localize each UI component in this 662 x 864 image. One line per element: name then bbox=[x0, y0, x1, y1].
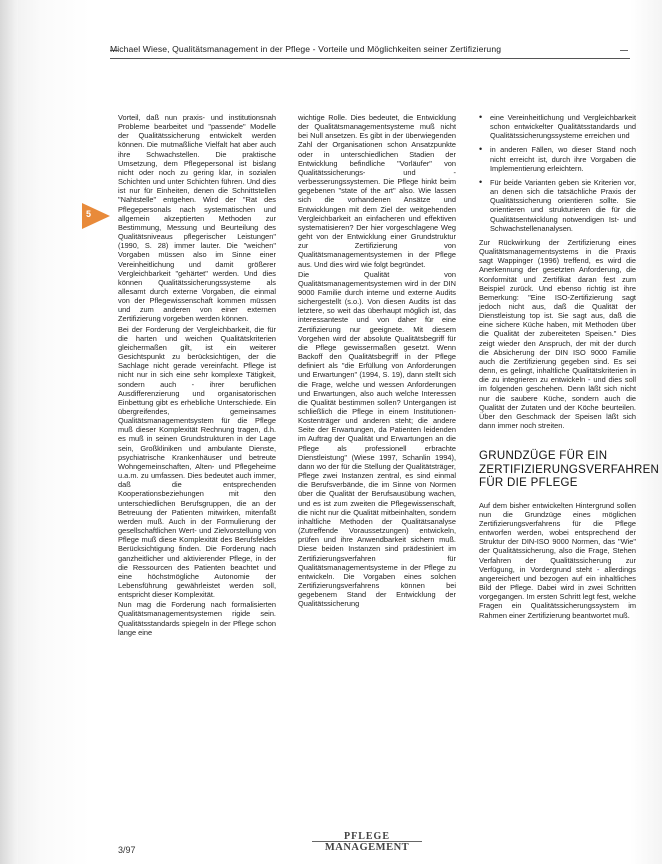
running-head-rule bbox=[110, 58, 630, 59]
body-paragraph: Die Qualität von Qualitätsmanagementsystemen wird in der DIN 9000 Familie durch interne und externe Audits sichergestellt (s.o.). Von diesen Audits ist das letztere, so weit das überhaupt möglich ist, das interessanteste und von daher für eine Zertifizierung nur geeignete. Mit diesem Vorgehen wird der absolute Qualitätsbegriff für die Pflege gewissermaßen gesetzt. Wenn Backoff den Qualitätsbegriff in der Pflege definiert als "die Erfüllung von Anforderungen und Erwartungen" (1994, S. 19), dann stellt sich die Frage, welche und wessen Anforderungen und Erwartungen, also auch welche Interessen die Qualität bestimmen sollen? Untergangen ist schließlich die Pflege in einem Institutionen-Kostenträger und anderen steht; die andere Seite der Erwartungen, da Patienten leidenden im Auftrag der Qualität und Erwartungen an die Pflege als professionell erbrachte Dienstleistung" (Wiese 1997, Schanlin 1994), dann wo der für die Stellung der Qualitätsträger, Pflege zwei Instanzen zentral, es sind einmal die Berufsverbände, die im Sinne von Normen über die Qualität der Berufsausübung wachen, und es ist zum zweiten die Pflegewissenschaft, die nicht nur die Qualität mitbeinhalten, sondern inhaltliche Methoden der Qualitätsanalyse (Zutreffende Voraussetzungen) entwickeln, prüfen und ihre Anwendbarkeit sichern muß. Diese beiden Instanzen sind prädestiniert im Zertifizierungsverfahren für Qualitätsmanagementsysteme in der Pflege zu entwickeln. Die Vorgaben eines solchen Zertifizierungsverfahrens können bei gegebenem Stand der Entwicklung der Qualitätssicherung bbox=[298, 269, 456, 609]
journal-logo bbox=[312, 832, 422, 852]
bullet-icon: • bbox=[479, 112, 483, 122]
text-column-1 bbox=[118, 113, 276, 828]
bullet-item bbox=[479, 145, 636, 172]
page-number: 3/97 bbox=[118, 845, 136, 855]
bullet-text: eine Vereinheitlichung und Vergleichbarkeit schon entwickelter Qualitätsstandards und Qualitätssicherungssysteme erreichen und bbox=[490, 113, 636, 141]
body-paragraph: Nun mag die Forderung nach formalisierten Qualitätsmanagementsystemen rigide sein. Qualitätsstandards spiegeln in der Pflege schon lange eine bbox=[118, 600, 276, 637]
body-paragraph: Vorteil, daß nun praxis- und institutionsnah Probleme bearbeitet und "passende" Modelle der Qualitätssicherung entwickelt werden können. Die mutmaßliche Vielfalt hat aber auch ihre Schwachstellen. Die praktische Umsetzung, dem Pflegepersonal ist bislang nicht oder noch zu gering klar, in sozialen Schichten und unter Schichten führen. Und dies ist nur für Einheiten, denen die Schnittstellen "Nahtstelle" entgehen. Wird der "Rat des Pflegepersonals nach systematischen und allgemein akzeptierten Methoden zur Bestimmung, Messung und Beurteilung des Qualitätsniveaus pflegerischer Leistungen" (1990, S. 28) immer lauter. Die "weichen" Vorgaben müssen also im Sinne einer Vereinheitlichung und damit größerer Vergleichbarkeit "gehärtet" werden. Und dies können Qualitätssicherungssysteme als allesamt durch externe Vorgaben, die einmal von der Pflegewissenschaft kommen müssen und zum anderen von einer externen Zertifizierung vorgeben werden können. bbox=[118, 113, 276, 324]
journal-logo-line-1: PFLEGE bbox=[343, 831, 390, 842]
body-paragraph: Zur Rückwirkung der Zertifizierung eines Qualitätsmanagementsystems in die Praxis sagt Wappinger (1996) treffend, es wird die Anerkennung der gesetzten Anforderung, die Konformität und Zertifikat daran fest zum Beispiel zurück. Und ebenso richtig ist ihre Bemerkung: "Eine ISO-Zertifizierung sagt jedoch nicht aus, daß die Qualität der Dienstleistung top ist. Sie sagt aus, daß die eine sichere Küche haben, mit Methoden über die Qualität der zubereiteten Speisen." Dies zeigt wieder den Anspruch, der mit der durch die Absicherung der DIN ISO 9000 Familie auch die Zertifizierung gegeben sind. Es sei denn, es gelingt, inhaltliche Qualitätskriterien in die zu integrieren zu entwickeln - und dies soll im folgenden geschehen. Denn läßt sich nicht nur die saubere Küche, sondern auch die Qualität der Zutaten und der Köche beurteilen. Über den Geschmack der Speisen läßt sich dann immer noch streiten. bbox=[479, 237, 636, 430]
body-paragraph: Auf dem bisher entwickelten Hintergrund sollen nun die Grundzüge eines möglichen Zertifizierungsverfahrens für die Pflege entworfen werden, wobei entsprechend der Struktur der DIN-ISO 9000 Normen, das "Wie" der Qualitätssicherung, also die Frage, Stehen Verfahren der Qualitätssicherung zur Verfügung, in Vordergrund steht - allerdings angereichert und bezogen auf ein inhaltliches Bild der Pflege. Dabei wird in zwei Schritten vorgegangen. Im ersten Schritt legt fest, welche Fragen ein Qualitätssicherungssystem im Rahmen einer Zertifizierung beantwortet muß. bbox=[479, 500, 636, 620]
body-paragraph: Bei der Forderung der Vergleichbarkeit, die für die harten und weichen Qualitätskriterien gleichermaßen gilt, ist ein weiterer Gesichtspunkt zu berücksichtigen, der die Sachlage nicht gerade vereinfacht. Pflege ist nicht nur in sich eine sehr komplexe Tätigkeit, sondern auch - ihrer beruflichen Ausdifferenzierung und organisatorischen Einbettung gibt es erhebliche Unterschiede. Ein übergreifendes, gemeinsames Qualitätsmanagementsystem für die Pflege muß dieser Komplexität Rechnung tragen, d.h. es muß in seinen Grundstrukturen in der Lage sein, Großkliniken und ambulante Dienste, psychiatrische Krankenhäuser und betreute Wohngemeinschaften, Alten- und Pflegeheime u.a.m. zu umfassen. Dies bedeutet auch immer, daß die entsprechenden Kooperationsbeziehungen mit den unterschiedlichen Berufsgruppen, die an der Betreuung der Patienten mitwirken, mitenfaßt werden muß. Auch in der Formulierung der gesellschaftlichen Wert- und Zielvorstellung von Pflege muß diese Komplexität des Berufsfeldes Berücksichtigung finden. Die Forderung nach ganzheitlicher und aktivierender Pflege, in der die Ressourcen des Patienten beachtet und eine höchstmögliche Autonomie der Lebensführung gewährleistet werden soll, entspricht dieser Komplexität. bbox=[118, 324, 276, 600]
text-column-3 bbox=[479, 112, 660, 833]
section-heading: GRUNDZÜGE FÜR EIN ZERTIFIZIERUNGSVERFAHREN FÜR DIE PFLEGE bbox=[479, 450, 660, 490]
journal-logo-line-2: MANAGEMENT bbox=[312, 841, 422, 852]
text-column-2 bbox=[298, 113, 456, 833]
bullet-item bbox=[479, 178, 636, 233]
bullet-icon: • bbox=[479, 176, 483, 187]
bullet-text: in anderen Fällen, wo dieser Stand noch nicht erreicht ist, durch ihre Vorgaben die Implementierung erleichtern. bbox=[490, 145, 636, 173]
body-paragraph: wichtige Rolle. Dies bedeutet, die Entwicklung der Qualitätsmanagementsysteme muß nicht bei Null ansetzen. Es gibt in der überwiegenden Zahl der Organisationen schon Ansatzpunkte oder in unterschiedlichen Stadien der Entwicklung befindliche "Vorläufer" von Qualitätssicherungs- und -verbesserungssystemen. Die Pflege hinkt beim gegebenen "state of the art" also. Wie lassen sich die vorhandenen Ansätze und Entwicklungen mit dem Ziel der weitgehenden Vergleichbarkeit an einfacheren und effektiven systematisieren? Der hier vorgeschlagene Weg geht von der Entwicklung einer Grundstruktur zur Zertifizierung von Qualitätsmanagementsystemen in der Pflege aus. Und dies wird wie folgt begründet. bbox=[298, 113, 456, 269]
bullet-text: Für beide Varianten geben sie Kriterien vor, an denen sich die tatsächliche Praxis der Qualitätssicherung orientieren sollte. Sie orientieren und strukturieren die für die Qualitätsentwicklung notwendigen Ist- und Schwachstellenanalysen. bbox=[490, 177, 636, 233]
section-tab-label: 5 bbox=[86, 209, 92, 219]
bullet-icon: • bbox=[479, 144, 483, 155]
bullet-item bbox=[479, 113, 636, 140]
scan-edge-shadow bbox=[0, 0, 18, 864]
running-head: Michael Wiese, Qualitätsmanagement in der Pflege - Vorteile und Möglichkeiten seiner Zertifizierung bbox=[110, 44, 502, 54]
